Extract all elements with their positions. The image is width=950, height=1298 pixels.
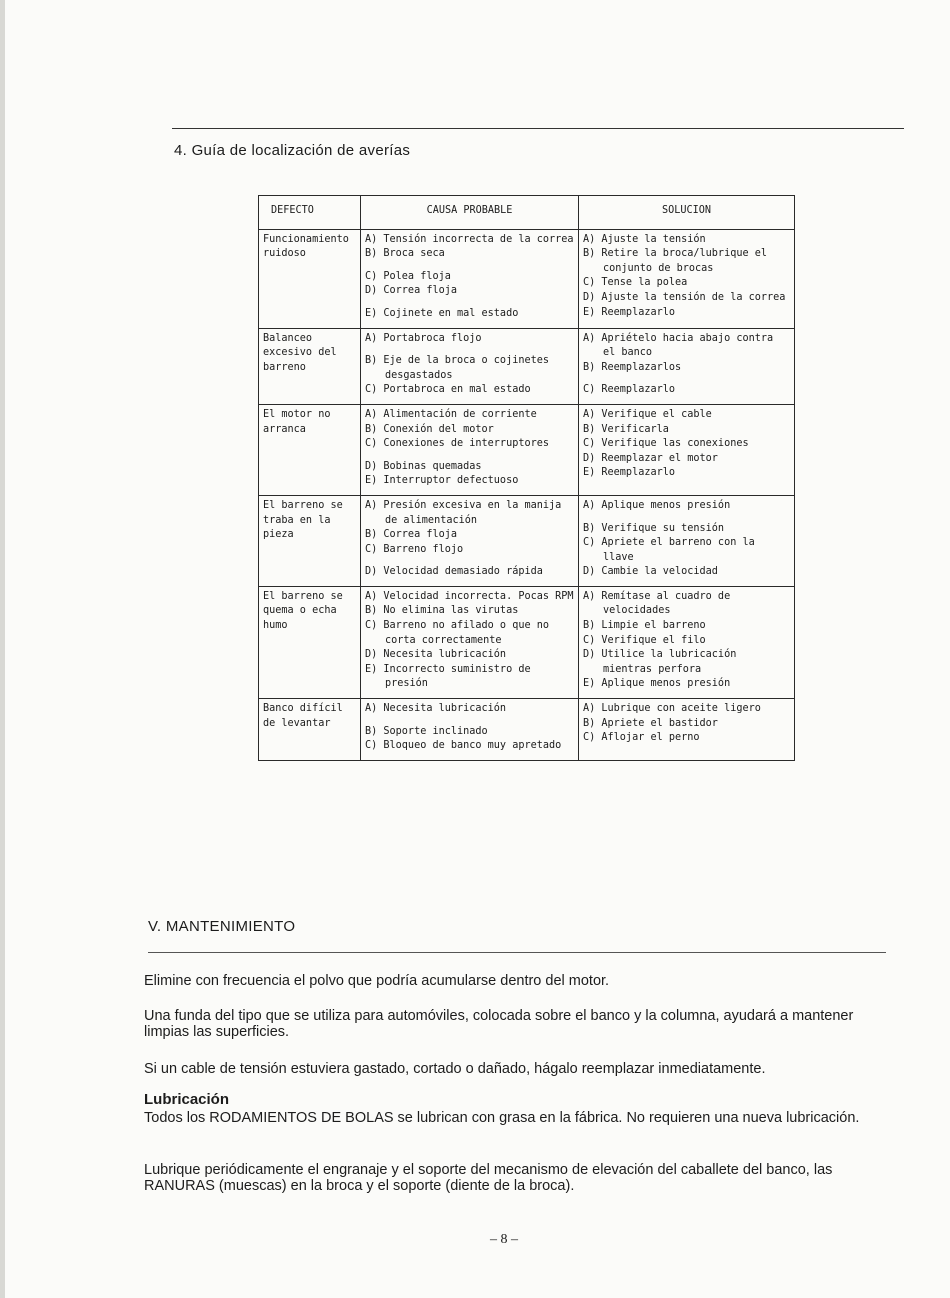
table-row <box>259 328 795 404</box>
table-row <box>259 699 795 761</box>
causa-item: A) Tensión incorrecta de la correa <box>365 233 574 245</box>
section-5-title: V. MANTENIMIENTO <box>148 918 296 935</box>
header-solucion: SOLUCION <box>579 196 795 230</box>
page-number: – 8 – <box>490 1232 518 1247</box>
solucion-item: B) Retire la broca/lubrique el conjunto de brocas <box>583 248 768 274</box>
solucion-item: C) Tense la polea <box>583 277 688 289</box>
solucion-item: A) Apriételo hacia abajo contra el banco <box>583 332 774 359</box>
solucion-item: C) Aflojar el perno <box>583 732 700 744</box>
defecto-cell: Banco difícil de levantar <box>259 699 361 761</box>
header-causa: CAUSA PROBABLE <box>361 196 579 230</box>
solucion-item: C) Reemplazarlo <box>583 384 676 396</box>
causa-cell <box>361 586 579 698</box>
solucion-cell <box>579 699 795 761</box>
defecto-cell: El barreno se traba en la pieza <box>259 495 361 586</box>
maintenance-paragraph: Elimine con frecuencia el polvo que podría acumularse dentro del motor. <box>144 973 610 989</box>
top-rule <box>172 128 904 129</box>
causa-item: D) Correa floja <box>365 285 458 297</box>
solucion-item: A) Lubrique con aceite ligero <box>583 703 761 715</box>
solucion-cell <box>579 586 795 698</box>
causa-item: D) Velocidad demasiado rápida <box>365 566 543 578</box>
solucion-item: D) Ajuste la tensión de la correa <box>583 291 786 303</box>
solucion-item: D) Reemplazar el motor <box>583 452 718 464</box>
solucion-item: E) Aplique menos presión <box>583 678 731 690</box>
solucion-item: A) Ajuste la tensión <box>583 233 706 245</box>
causa-item: B) Conexión del motor <box>365 423 494 435</box>
causa-cell <box>361 229 579 328</box>
causa-item: C) Barreno no afilado o que no corta correctamente <box>365 620 550 646</box>
solucion-item: B) Apriete el bastidor <box>583 717 718 729</box>
solucion-item: D) Utilice la lubricación mientras perfora <box>583 649 737 675</box>
causa-item: E) Incorrecto suministro de presión <box>365 663 531 690</box>
causa-cell <box>361 328 579 404</box>
causa-item: A) Portabroca flojo <box>365 332 482 344</box>
causa-item: D) Necesita lubricación <box>365 649 507 661</box>
lubrication-paragraph: Lubrique periódicamente el engranaje y el soporte del mecanismo de elevación del caballete del banco, las RANURAS (muescas) en la broca y el soporte (diente de la broca). <box>144 1162 833 1194</box>
causa-item: B) Broca seca <box>365 248 445 260</box>
causa-item: A) Presión excesiva en la manija de alimentación <box>365 499 562 526</box>
solucion-item: B) Verificarla <box>583 423 669 435</box>
solucion-cell <box>579 495 795 586</box>
lubrication-title: Lubricación <box>144 1091 230 1108</box>
causa-item: E) Cojinete en mal estado <box>365 307 519 319</box>
maintenance-paragraph: Una funda del tipo que se utiliza para automóviles, colocada sobre el banco y la columna, ayudará a mantener limpias las superficies. <box>144 1008 854 1040</box>
solucion-item: C) Apriete el barreno con la llave <box>583 537 755 563</box>
causa-item: B) Soporte inclinado <box>365 725 488 737</box>
solucion-cell <box>579 229 795 328</box>
solucion-item: B) Reemplazarlos <box>583 361 682 373</box>
defecto-cell: Funcionamiento ruidoso <box>259 229 361 328</box>
causa-cell <box>361 495 579 586</box>
causa-item: C) Bloqueo de banco muy apretado <box>365 740 562 752</box>
table-row <box>259 586 795 698</box>
solucion-cell <box>579 328 795 404</box>
defecto-cell: Balanceo excesivo del barreno <box>259 328 361 404</box>
causa-item: E) Interruptor defectuoso <box>365 475 519 487</box>
solucion-item: A) Remítase al cuadro de velocidades <box>583 590 731 617</box>
causa-item: D) Bobinas quemadas <box>365 460 482 472</box>
solucion-cell <box>579 404 795 495</box>
causa-cell <box>361 699 579 761</box>
causa-item: B) No elimina las virutas <box>365 605 519 617</box>
troubleshooting-table <box>258 195 795 761</box>
solucion-item: E) Reemplazarlo <box>583 306 676 318</box>
defecto-cell: El motor no arranca <box>259 404 361 495</box>
causa-item: C) Conexiones de interruptores <box>365 438 550 450</box>
solucion-item: A) Aplique menos presión <box>583 499 731 511</box>
solucion-item: C) Verifique las conexiones <box>583 438 749 450</box>
solucion-item: B) Verifique su tensión <box>583 522 725 534</box>
section-4-title: 4. Guía de localización de averías <box>174 142 411 159</box>
solucion-item: D) Cambie la velocidad <box>583 566 718 578</box>
table-row <box>259 495 795 586</box>
solucion-item: A) Verifique el cable <box>583 408 712 420</box>
lubrication-paragraph: Todos los RODAMIENTOS DE BOLAS se lubrican con grasa en la fábrica. No requieren una nueva lubricación. <box>144 1110 860 1126</box>
header-defecto: DEFECTO <box>259 196 361 230</box>
causa-item: B) Correa floja <box>365 529 458 541</box>
causa-item: C) Polea floja <box>365 270 451 282</box>
page-edge <box>0 0 5 1298</box>
causa-cell <box>361 404 579 495</box>
causa-item: C) Portabroca en mal estado <box>365 384 531 396</box>
defecto-cell: El barreno se quema o echa humo <box>259 586 361 698</box>
table-row <box>259 404 795 495</box>
causa-item: A) Alimentación de corriente <box>365 408 537 420</box>
causa-item: A) Necesita lubricación <box>365 703 507 715</box>
solucion-item: C) Verifique el filo <box>583 634 706 646</box>
maintenance-paragraph: Si un cable de tensión estuviera gastado, cortado o dañado, hágalo reemplazar inmediatamente. <box>144 1061 766 1077</box>
causa-item: A) Velocidad incorrecta. Pocas RPM <box>365 590 574 602</box>
table-header-row <box>259 196 795 230</box>
causa-item: C) Barreno flojo <box>365 543 464 555</box>
table-row <box>259 229 795 328</box>
section-5-rule <box>148 952 886 953</box>
causa-item: B) Eje de la broca o cojinetes desgastados <box>365 355 550 381</box>
solucion-item: B) Limpie el barreno <box>583 620 706 632</box>
solucion-item: E) Reemplazarlo <box>583 467 676 479</box>
